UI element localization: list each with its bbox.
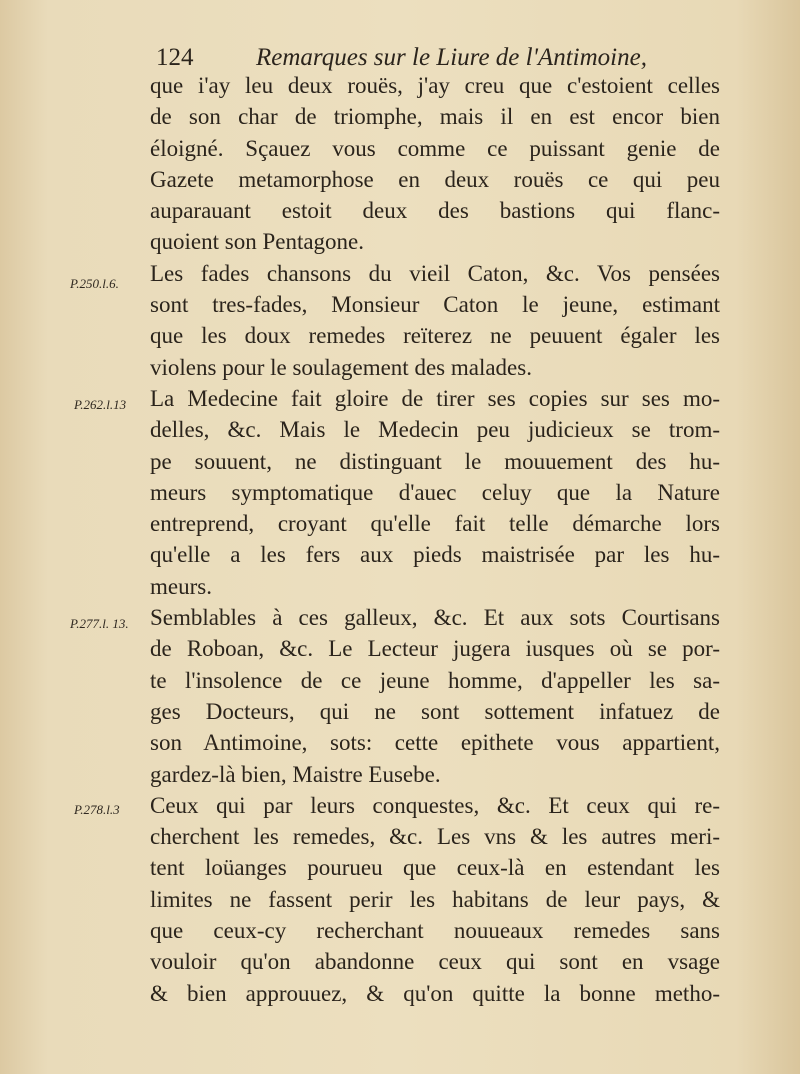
text-line: & bien approuuez, & qu'on quitte la bonne metho- — [150, 980, 720, 1006]
text-line: que i'ay leu deux rouës, j'ay creu que c'estoient celles — [150, 73, 720, 98]
margin-note-1: P.250.l.6. — [70, 276, 119, 291]
text-line: auparauant estoit deux des bastions qui flanc- — [150, 198, 720, 224]
text-line: violens pour le soulagement des malades. — [150, 354, 532, 380]
page-number: 124 — [156, 44, 194, 71]
text-line: ges Docteurs, qui ne sont sottement infatuez de — [150, 698, 720, 724]
text-line: La Medecine fait gloire de tirer ses copies sur ses mo- — [150, 385, 720, 411]
text-line: entreprend, croyant qu'elle fait telle démarche lors — [150, 511, 720, 537]
text-line: de Roboan, &c. Le Lecteur jugera iusques où se por- — [150, 636, 720, 662]
text-line: delles, &c. Mais le Medecin peu judicieux se trom- — [150, 417, 720, 443]
text-line: Ceux qui par leurs conquestes, &c. Et ceux qui re- — [150, 792, 720, 818]
text-line: tent loüanges pourueu que ceux-là en estendant les — [150, 855, 720, 881]
text-line: Gazete metamorphose en deux rouës ce qui peu — [150, 166, 720, 192]
text-line: pe souuent, ne distinguant le mouuement des hu- — [150, 448, 720, 474]
text-line: Semblables à ces galleux, &c. Et aux sots Courtisans — [150, 605, 720, 631]
text-line: que ceux-cy recherchant nouueaux remedes sans — [150, 918, 720, 944]
running-title: Remarques sur le Liure de l'Antimoine, — [256, 44, 647, 71]
text-line: cherchent les remedes, &c. Les vns & les autres meri- — [150, 824, 720, 850]
body-text — [150, 70, 720, 1009]
text-line: gardez-là bien, Maistre Eusebe. — [150, 761, 441, 787]
text-line: quoient son Pentagone. — [150, 229, 364, 255]
text-line: sont tres-fades, Monsieur Caton le jeune, estimant — [150, 292, 720, 318]
text-line: meurs symptomatique d'auec celuy que la Nature — [150, 479, 720, 505]
text-line: son Antimoine, sots: cette epithete vous appartient, — [150, 730, 720, 756]
text-line: de son char de triomphe, mais il en est encor bien — [150, 104, 720, 130]
margin-note-3: P.277.l. 13. — [70, 616, 129, 631]
text-line: meurs. — [150, 573, 212, 599]
text-line: limites ne fassent perir les habitans de leur pays, & — [150, 886, 720, 912]
margin-note-2: P.262.l.13 — [74, 397, 127, 412]
text-line: te l'insolence de ce jeune homme, d'appeller les sa- — [150, 667, 720, 693]
text-line: Les fades chansons du vieil Caton, &c. Vos pensées — [150, 260, 720, 286]
text-line: éloigné. Sçauez vous comme ce puissant genie de — [150, 135, 720, 161]
text-line: vouloir qu'on abandonne ceux qui sont en vsage — [150, 949, 720, 975]
margin-note-4: P.278.l.3 — [74, 802, 120, 817]
text-line: que les doux remedes reïterez ne peuuent égaler les — [150, 323, 720, 349]
text-line: qu'elle a les fers aux pieds maistrisée par les hu- — [150, 542, 720, 568]
